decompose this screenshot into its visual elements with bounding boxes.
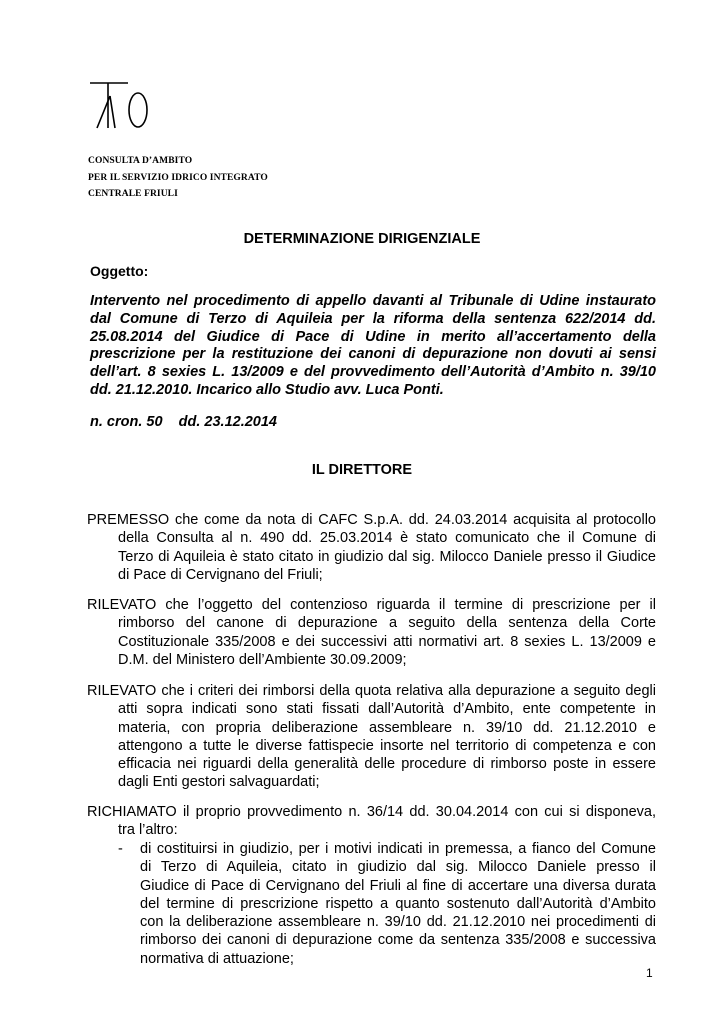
bullet-line: di costituirsi in giudizio, per i motivi indicati in premessa, a fianco del Comune xyxy=(140,841,656,857)
paragraph-line: rimborso del canone di depurazione a seguito della sentenza della Corte xyxy=(118,615,656,632)
chronological-number: n. cron. 50 dd. 23.12.2014 xyxy=(90,414,277,430)
paragraph-line: materia, con propria deliberazione assembleare n. 39/10 dd. 21.12.2010 e xyxy=(118,719,656,736)
subject-line: dal Comune di Terzo di Aquileia per la riforma della sentenza 622/2014 dd. xyxy=(90,310,656,327)
premesso-paragraph xyxy=(87,511,656,584)
org-line: PER IL SERVIZIO IDRICO INTEGRATO xyxy=(88,172,268,183)
bullet-dash: - xyxy=(118,841,123,857)
subject-text xyxy=(90,293,656,400)
paragraph-line: attengono a tutte le diverse fattispecie insorte nel territorio di competenza e con xyxy=(118,737,656,754)
bullet-line: del termine di prescrizione rispetto a quanto sostenuto dall’Autorità d’Ambito xyxy=(140,895,656,912)
paragraph-line: PREMESSO che come da nota di CAFC S.p.A. dd. 24.03.2014 acquisita al protocollo xyxy=(87,512,656,528)
bullet-line: Giudice di Pace di Cervignano del Friuli al fine di accertare una diversa durata xyxy=(140,877,656,894)
paragraph-line: RILEVATO che l’oggetto del contenzioso riguarda il termine di prescrizione per il xyxy=(87,597,656,613)
paragraph-line: Terzo di Aquileia è stato citato in giudizio dal sig. Milocco Daniele presso il Giudice xyxy=(118,548,656,565)
organization-name xyxy=(88,153,268,203)
page-number: 1 xyxy=(646,966,653,980)
subject-line: 25.08.2014 del Giudice di Pace di Udine in merito all’accertamento della xyxy=(90,328,656,345)
paragraph-line: RILEVATO che i criteri dei rimborsi della quota relativa alla depurazione a seguito degli xyxy=(87,683,656,699)
paragraph-line: D.M. del Ministero dell’Ambiente 30.09.2009; xyxy=(118,651,407,668)
subject-line: prescrizione per la restituzione dei canoni di depurazione non dovuti ai sensi xyxy=(90,346,656,363)
director-heading: IL DIRETTORE xyxy=(311,462,413,478)
subject-label: Oggetto: xyxy=(90,263,149,279)
paragraph-line: RICHIAMATO il proprio provvedimento n. 36/14 dd. 30.04.2014 con cui si disponeva, xyxy=(87,804,656,820)
bullet-line: normativa di attuazione; xyxy=(140,950,294,967)
bullet-line: di Terzo di Aquileia, citato in giudizio dal sig. Milocco Daniele presso il xyxy=(140,859,656,876)
bullet-line: rimborso dei canoni di depurazione come da sentenza 335/2008 e successiva xyxy=(140,932,656,949)
org-line: CENTRALE FRIULI xyxy=(88,189,178,199)
richiamato-paragraph xyxy=(87,803,656,840)
rilevato-paragraph-2 xyxy=(87,682,656,792)
subject-line: Intervento nel procedimento di appello davanti al Tribunale di Udine instaurato xyxy=(90,293,656,309)
ato-logo xyxy=(88,80,152,130)
paragraph-line: efficacia nei riguardi della generalità delle procedure di rimborso poste in essere xyxy=(118,756,656,773)
subject-line: dd. 21.12.2010. Incarico allo Studio avv. Luca Ponti. xyxy=(90,381,444,398)
rilevato-paragraph-1 xyxy=(87,596,656,669)
bullet-item xyxy=(118,840,656,968)
paragraph-line: dagli Enti gestori salvaguardati; xyxy=(118,774,320,791)
paragraph-line: tra l’altro: xyxy=(118,822,178,839)
paragraph-line: di Pace di Cervignano del Friuli; xyxy=(118,566,323,583)
subject-line: dell’art. 8 sexies L. 13/2009 e del provvedimento dell’Autorità d’Ambito n. 39/10 xyxy=(90,364,656,381)
paragraph-line: atti sopra indicati sono stati fissati dall’Autorità d’Ambito, ente competente in xyxy=(118,701,656,718)
bullet-line: con la deliberazione assembleare n. 39/10 dd. 21.12.2010 nei procedimenti di xyxy=(140,914,656,931)
paragraph-line: della Consulta al n. 490 dd. 25.03.2014 è stato comunicato che il Comune di xyxy=(118,530,656,547)
org-line: CONSULTA D’AMBITO xyxy=(88,156,193,166)
document-type-title: DETERMINAZIONE DIRIGENZIALE xyxy=(243,231,481,247)
paragraph-line: Costituzionale 335/2008 e dei successivi atti normativi art. 8 sexies L. 13/2009 e xyxy=(118,633,656,650)
